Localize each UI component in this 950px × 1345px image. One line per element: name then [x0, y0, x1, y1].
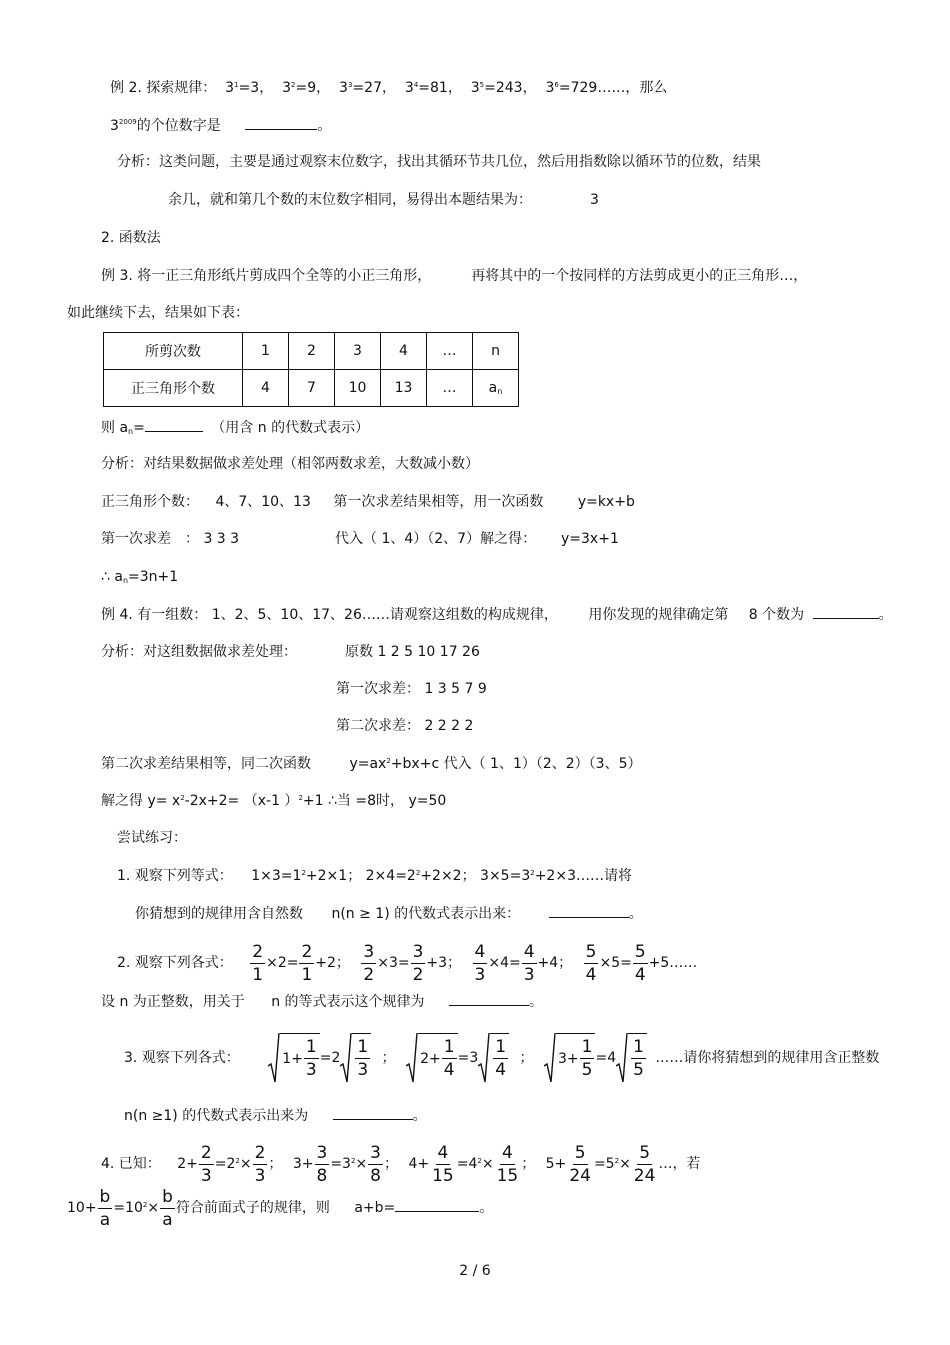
ex4-line1: 例 4. 有一组数： 1、2、5、10、17、26……请观察这组数的构成规律， 用你发现的规律确定第 8 个数为 。: [101, 604, 893, 625]
p2-term: $\frac{3}{2}$ ×3= $\frac{3}{2}$ +3；: [363, 941, 462, 985]
table-cell: 所剪次数: [104, 333, 243, 370]
answer-blank[interactable]: [449, 991, 529, 1006]
table-cell: …: [427, 333, 473, 370]
ex3-analysis: 分析：对结果数据做求差处理（相邻两数求差，大数减小数）: [101, 456, 479, 472]
ex4-quadratic-line: 第二次求差结果相等，同二次函数 $y=ax^2+bx+c$ 代入（ 1、1）（2、2）（3、5）: [101, 756, 642, 772]
table-cell: 10: [335, 370, 381, 407]
ex2-analysis-2: 余几，就和第几个数的末位数字相同，易得出本题结果为： 3: [168, 192, 599, 208]
practice-2-line1: 2. 观察下列各式： $\frac{2}{1}$ ×2= $\frac{2}{1}$ +2； $\frac{3}{2}$ ×3= $\frac{3}{2}$ +3； $\frac{4}{3}$ ×4= $\frac{4}{3}$ +4； $\frac{5}{4}$ ×5= $\frac{5}{4}$ +5……: [117, 941, 698, 985]
section-title: 2. 函数法: [101, 230, 161, 246]
practice-4-line1: 4. 已知： 2+ $\frac{2}{3}$ $=2^2\times$ $\frac{2}{3}$ ； 3+ $\frac{3}{8}$ $=3^2\times$ $\frac{3}{8}$ ； 4+ $\frac{4}{15}$ $=4^2\times$ $\frac{4}{15}$ ； 5+ $\frac{5}{24}$ $=5^2\times$ $\frac{5}{24}$ …，若: [101, 1142, 701, 1186]
table-row: [104, 370, 519, 407]
p4-term: 5+ $\frac{5}{24}$ $=5^2\times$ $\frac{5}{24}$ …，若: [545, 1142, 701, 1186]
practice-3-line1: 3. 观察下列各式： 1 + $\frac{1}{3}$ =2 $\frac{1}{3}$ ； 2 + $\frac{1}{4}$ =3 $\frac{1}{4}$ ； 3 + $\frac{1}{5}$ =4 $\frac{1}{5}$ ……请你将猜想到的规律用含正整数: [124, 1030, 879, 1086]
ex2-question: $3^{2009}$的个位数字是 。: [110, 115, 331, 136]
p2-term: $\frac{5}{4}$ ×5= $\frac{5}{4}$ +5……: [585, 941, 698, 985]
table-cell: 1: [243, 333, 289, 370]
p3-term: 3 + $\frac{1}{5}$ =4 $\frac{1}{5}$: [544, 1050, 651, 1066]
ex4-solution: 解之得 $y= x^2-2x+2= (x-1$ ）$^2$+1 ∴当 =8时， y=50: [101, 793, 447, 809]
page-number: 2 / 6: [459, 1263, 491, 1279]
table-cell: 4: [243, 370, 289, 407]
answer-blank[interactable]: [145, 417, 203, 432]
p3-term: 2 + $\frac{1}{4}$ =3 $\frac{1}{4}$ ；: [406, 1050, 538, 1066]
table-cell: 7: [289, 370, 335, 407]
table-cell: an: [473, 370, 519, 407]
data-table: [103, 332, 519, 407]
table-row: [104, 333, 519, 370]
ex3-line2: 如此继续下去，结果如下表：: [67, 305, 249, 321]
table-cell: 正三角形个数: [104, 370, 243, 407]
answer-blank[interactable]: [813, 604, 879, 619]
table-cell: 3: [335, 333, 381, 370]
practice-title: 尝试练习：: [117, 830, 187, 846]
answer-blank[interactable]: [549, 903, 629, 918]
table-cell: 4: [381, 333, 427, 370]
ex2-answer: 3: [590, 192, 599, 208]
p4-term: 3+ $\frac{3}{8}$ $=3^2\times$ $\frac{3}{8}$ ；: [292, 1142, 398, 1186]
p2-term: $\frac{4}{3}$ ×4= $\frac{4}{3}$ +4；: [474, 941, 573, 985]
answer-blank[interactable]: [245, 115, 317, 130]
answer-blank[interactable]: [333, 1105, 413, 1120]
p2-term: $\frac{2}{1}$ ×2= $\frac{2}{1}$ +2；: [252, 941, 350, 985]
answer-blank[interactable]: [395, 1197, 479, 1212]
p4-term: 4+ $\frac{4}{15}$ $=4^2\times$ $\frac{4}{15}$ ；: [408, 1142, 536, 1186]
table-cell: 13: [381, 370, 427, 407]
p4-term: 2+ $\frac{2}{3}$ $=2^2\times$ $\frac{2}{3}$ ；: [177, 1142, 283, 1186]
ex4-diff2: 第二次求差： 2 2 2 2: [336, 718, 474, 734]
practice-1-line1: 1. 观察下列等式： $1\times 3=1^2+2\times 1$； $2\times 4=2^2+2\times 2$； $3\times 5=3^2+2\times 3\dots\dots$请将: [117, 868, 632, 884]
ex3-line1: 例 3. 将一正三角形纸片剪成四个全等的小正三角形， 再将其中的一个按同样的方法剪成更小的正三角形…，: [101, 268, 808, 284]
ex3-count-line: 正三角形个数： 4、7、10、13 第一次求差结果相等，用一次函数 y=kx+b: [101, 494, 635, 510]
ex2-line1: 例 2. 探索规律： $3^1=3$， $3^2=9$， $3^3=27$， $3^4=81$， $3^5=243$， $3^6=729\dots\dots$，那么: [110, 80, 668, 96]
ex4-analysis: 分析：对这组数据做求差处理： 原数 1 2 5 10 17 26: [101, 644, 480, 660]
practice-2-line2: 设 n 为正整数，用关于 n 的等式表示这个规律为 。: [101, 991, 543, 1012]
practice-3-line2: n(n ≥1) 的代数式表示出来为 。: [124, 1105, 427, 1126]
practice-1-line2: 你猜想到的规律用含自然数 n(n ≥ 1) 的代数式表示出来： 。: [135, 903, 643, 924]
ex3-diff-line: 第一次求差 ： 3 3 3 代入（ 1、4）（2、7）解之得： y=3x+1: [101, 531, 619, 547]
table-cell: 2: [289, 333, 335, 370]
ex3-question: 则 an= （用含 n 的代数式表示）: [101, 417, 369, 440]
ex2-analysis-1: 分析：这类问题，主要是通过观察末位数字，找出其循环节共几位，然后用指数除以循环节的位数，结果: [117, 154, 761, 170]
p3-term: 1 + $\frac{1}{3}$ =2 $\frac{1}{3}$ ；: [268, 1050, 400, 1066]
ex4-diff1: 第一次求差： 1 3 5 7 9: [336, 681, 487, 697]
ex3-conclusion: ∴ an=3n+1: [101, 569, 179, 585]
table-cell: …: [427, 370, 473, 407]
practice-4-line2: 10+ $\frac{b}{a}$ $=10^2\times$ $\frac{b}{a}$ 符合前面式子的规律，则 a+b= 。: [67, 1186, 494, 1230]
table-cell: n: [473, 333, 519, 370]
